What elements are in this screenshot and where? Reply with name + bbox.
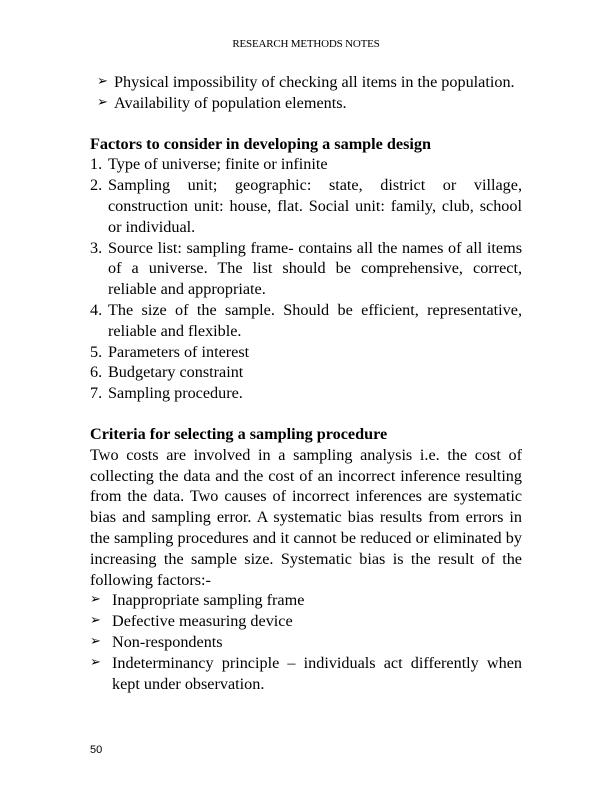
page-number: 50 bbox=[90, 744, 103, 756]
list-item bbox=[90, 300, 522, 342]
list-item bbox=[90, 653, 522, 695]
bullet-text: Defective measuring device bbox=[112, 612, 293, 631]
item-number: 7. bbox=[90, 384, 103, 403]
bullet-text: Indeterminancy principle – individuals act differently when kept under observation. bbox=[112, 653, 522, 693]
item-text: The size of the sample. Should be efficient, representative, reliable and flexible. bbox=[108, 300, 522, 340]
item-text: Sampling procedure. bbox=[108, 384, 243, 403]
arrow-bullet-icon: ➢ bbox=[90, 633, 101, 649]
page-header: RESEARCH METHODS NOTES bbox=[232, 38, 380, 50]
arrow-bullet-icon: ➢ bbox=[90, 592, 101, 608]
list-item bbox=[90, 238, 522, 300]
page-content bbox=[90, 72, 522, 694]
list-item bbox=[90, 362, 522, 383]
list-item bbox=[90, 72, 522, 93]
item-number: 4. bbox=[90, 300, 103, 319]
item-text: Sampling unit; geographic: state, district or village, construction unit: house, flat. Social unit: family, club, school or individual. bbox=[108, 176, 522, 236]
arrow-bullet-icon: ➢ bbox=[97, 94, 108, 110]
bullet-text: Availability of population elements. bbox=[114, 93, 347, 112]
list-item bbox=[90, 632, 522, 653]
arrow-bullet-icon: ➢ bbox=[90, 613, 101, 629]
arrow-bullet-icon: ➢ bbox=[90, 654, 101, 670]
bullet-text: Physical impossibility of checking all items in the population. bbox=[114, 73, 515, 91]
item-number: 2. bbox=[90, 176, 103, 195]
section-heading-sample-design: Factors to consider in developing a sample design bbox=[90, 134, 431, 153]
bullet-text: Inappropriate sampling frame bbox=[112, 591, 305, 610]
arrow-bullet-icon: ➢ bbox=[97, 74, 108, 89]
item-number: 3. bbox=[90, 238, 103, 257]
section-heading-sampling-procedure: Criteria for selecting a sampling procedure bbox=[90, 424, 388, 443]
list-item bbox=[90, 93, 522, 114]
list-item bbox=[90, 342, 522, 363]
item-number: 5. bbox=[90, 342, 103, 361]
item-text: Source list: sampling frame- contains all the names of all items of a universe. The list should be comprehensive, correct, reliable and appropriate. bbox=[108, 238, 522, 299]
criteria-paragraph: Two costs are involved in a sampling analysis i.e. the cost of collecting the data and the cost of an incorrect inference resulting from the data. Two causes of incorrect inferences are systematic bias and sampling error. A systematic bias results from errors in the sampling procedures and it cannot be reduced or eliminated by increasing the sample size. Systematic bias is the result of the following factors:- bbox=[90, 445, 522, 589]
list-item bbox=[90, 611, 522, 632]
top-bullet-list bbox=[90, 72, 522, 114]
item-number: 6. bbox=[90, 363, 103, 382]
bullet-text: Non-respondents bbox=[112, 632, 223, 651]
item-text: Type of universe; finite or infinite bbox=[108, 155, 328, 174]
list-item bbox=[90, 175, 522, 237]
item-text: Budgetary constraint bbox=[108, 363, 244, 382]
list-item bbox=[90, 590, 522, 611]
item-text: Parameters of interest bbox=[108, 342, 250, 361]
systematic-bias-factor-list bbox=[90, 590, 522, 694]
list-item bbox=[90, 154, 522, 175]
list-item bbox=[90, 383, 522, 404]
item-number: 1. bbox=[90, 155, 103, 174]
sample-design-factor-list bbox=[90, 154, 522, 404]
